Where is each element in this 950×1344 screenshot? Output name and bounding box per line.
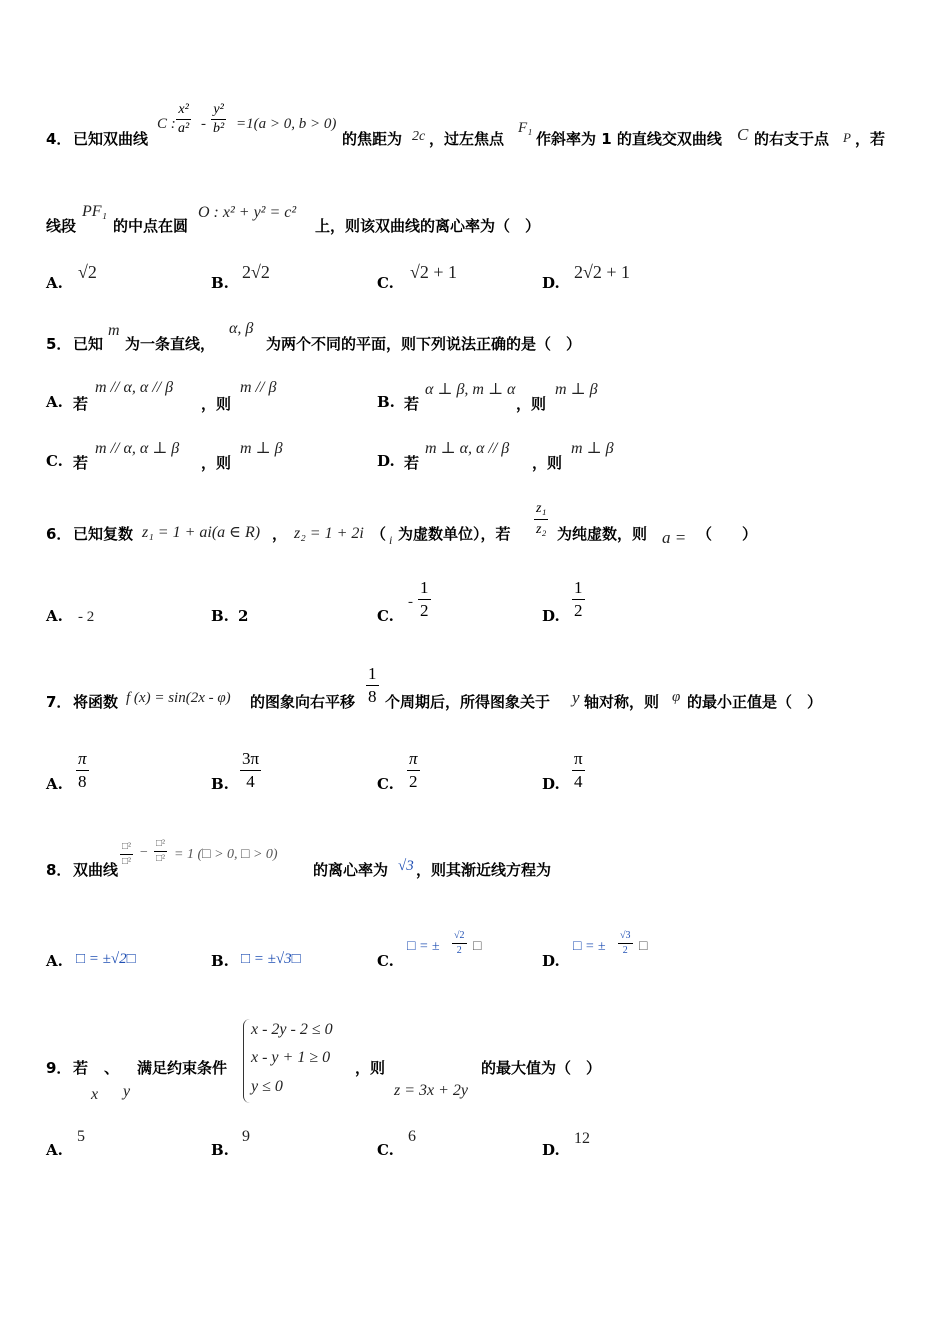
q7-text-mid3: 轴对称，则	[584, 693, 660, 711]
q5-option-b-ruo: 若	[404, 395, 420, 413]
q4-option-c-value: √2 + 1	[410, 262, 458, 282]
q5-option-c-label: C.	[46, 452, 63, 470]
q9-option-d-value: 12	[574, 1130, 590, 1147]
q4-text-2: ，过左焦点	[429, 130, 505, 148]
q8-option-c-frac: √2 2	[454, 930, 465, 956]
q8-option-b-label: B.	[211, 952, 229, 970]
q6-option-c-label: C.	[377, 607, 394, 625]
q5-m-ab: α, β	[229, 320, 254, 337]
q5-option-a-ze: ，则	[201, 395, 232, 413]
q7-text-mid1: 的图象向右平移	[250, 693, 356, 711]
q9-m-x: x	[91, 1086, 99, 1103]
q6-m-i: i	[389, 533, 393, 547]
q7-option-b-frac: 3π 4	[242, 749, 260, 791]
q4-eq-c: C :	[157, 116, 176, 132]
q8-text-mid: 的离心率为	[313, 861, 389, 879]
q6-option-c-frac: 1 2	[420, 578, 429, 620]
q4-minus: -	[201, 116, 206, 132]
q8-option-d-frac: √3 2	[620, 930, 631, 956]
q5-option-d-ze: ，则	[532, 454, 563, 472]
q7-option-c-label: C.	[377, 775, 394, 793]
q4-option-d-value: 2√2 + 1	[574, 262, 631, 282]
q9-number: 9．	[46, 1059, 72, 1077]
q5-number: 5．	[46, 335, 72, 353]
q5-option-d-ruo: 若	[404, 454, 420, 472]
q8-text-pre: 双曲线	[73, 861, 119, 879]
q8-option-d-tail: □	[639, 939, 648, 954]
q9-option-c-label: C.	[377, 1141, 394, 1159]
q7-option-d-frac: π 4	[574, 749, 583, 791]
q7-m-y: y	[572, 688, 580, 707]
q5-option-c-res: m ⊥ β	[240, 440, 283, 457]
q6-comma: ，	[272, 525, 288, 543]
q7-m-phi: φ	[672, 689, 681, 705]
q9-ze: ，则	[355, 1059, 386, 1077]
q7-option-a-label: A.	[46, 775, 63, 793]
q4-text-3: 作斜率为 1 的直线交双曲线	[536, 130, 722, 148]
q7-m-f: f (x) = sin(2x - φ)	[126, 690, 231, 706]
q8-option-a-value: □ = ±√2□	[76, 951, 136, 967]
q8-minus: −	[139, 845, 149, 860]
q6-option-d-label: D.	[542, 607, 560, 625]
q9-option-b-value: 9	[242, 1128, 250, 1145]
q7-number: 7．	[46, 693, 72, 711]
q5-option-a-label: A.	[46, 393, 63, 411]
q6-option-b-label: B.	[211, 607, 229, 625]
q5-option-b-ze: ，则	[516, 395, 547, 413]
q6-text-pre: 已知复数	[73, 525, 134, 543]
q7-text-end: 的最小正值是（ ）	[687, 693, 823, 711]
q6-text-mid: 为虚数单位），若	[398, 525, 511, 543]
q5-text-mid: 为一条直线，	[125, 335, 216, 353]
q5-m-m: m	[108, 322, 120, 339]
q6-paren: （	[371, 525, 387, 543]
q8-option-b-value: □ = ±√3□	[241, 951, 301, 967]
q4-line2-mid: 的中点在圆	[113, 217, 189, 235]
q8-option-d-value: □ = ±	[573, 939, 606, 954]
q8-option-d-label: D.	[542, 952, 560, 970]
q4-text-4: 的右支于点	[754, 130, 830, 148]
q9-dun: 、	[104, 1059, 120, 1077]
q4-m-PF1: PF₁	[82, 203, 108, 220]
q8-option-a-label: A.	[46, 952, 63, 970]
q6-frac-z1-z2: z₁ z₂	[536, 501, 547, 537]
q7-option-d-label: D.	[542, 775, 560, 793]
q5-option-b-label: B.	[377, 393, 395, 411]
q6-option-b-value: 2	[238, 607, 249, 625]
q4-m-C: C	[737, 125, 749, 144]
q8-option-c-tail: □	[473, 939, 482, 954]
q9-ruo: 若	[73, 1059, 89, 1077]
q6-option-c-sign: -	[408, 594, 413, 610]
q7-option-c-frac: π 2	[409, 749, 418, 791]
q4-option-d-label: D.	[542, 274, 560, 292]
q6-blank: （ ）	[697, 525, 758, 543]
q9-brace	[243, 1019, 250, 1103]
q4-m-2c: 2c	[412, 129, 426, 144]
q5-option-a-cond: m // α, α // β	[95, 379, 174, 396]
q5-option-b-cond: α ⊥ β, m ⊥ α	[425, 381, 516, 398]
q6-number: 6．	[46, 525, 72, 543]
q4-option-a-label: A.	[46, 274, 63, 292]
q9-option-b-label: B.	[211, 1141, 229, 1159]
q9-m-z: z = 3x + 2y	[394, 1082, 469, 1099]
q8-sqrt3: √3	[398, 858, 414, 874]
q5-option-d-res: m ⊥ β	[571, 440, 614, 457]
q9-option-a-value: 5	[77, 1128, 85, 1145]
q8-eq: = 1 (□ > 0, □ > 0)	[174, 847, 278, 862]
q6-m-a: a =	[662, 528, 687, 547]
q4-number: 4．	[46, 130, 72, 148]
q4-frac-x: x² a²	[178, 102, 190, 136]
q4-text-5: ，若	[855, 130, 886, 148]
q9-sys-1: x - 2y - 2 ≤ 0	[251, 1021, 333, 1038]
q5-option-d-label: D.	[377, 452, 395, 470]
q9-sys-2: x - y + 1 ≥ 0	[251, 1049, 331, 1066]
q7-option-a-frac: π 8	[78, 749, 87, 791]
q9-text-end: 的最大值为（ ）	[481, 1059, 602, 1077]
q7-option-b-label: B.	[211, 775, 229, 793]
q9-option-d-label: D.	[542, 1141, 560, 1159]
q6-m-z1: z₁ = 1 + ai(a ∈ R)	[142, 524, 261, 541]
q4-frac-y: y² b²	[213, 102, 225, 136]
q6-option-d-frac: 1 2	[574, 578, 583, 620]
q8-option-c-label: C.	[377, 952, 394, 970]
q8-option-c-value: □ = ±	[407, 939, 440, 954]
q7-frac-1-8: 1 8	[368, 664, 377, 706]
q9-cond-text: 满足约束条件	[137, 1059, 228, 1077]
q4-text-pre: 已知双曲线	[73, 130, 149, 148]
q4-option-b-value: 2√2	[242, 262, 270, 282]
q8-number: 8．	[46, 861, 72, 879]
q5-option-a-res: m // β	[240, 379, 277, 396]
q5-text-pre: 已知	[73, 335, 104, 353]
q4-eq-rest: =1(a > 0, b > 0)	[236, 116, 337, 132]
q6-m-z2: z₂ = 1 + 2i	[294, 525, 364, 542]
q4-m-circle: O : x² + y² = c²	[198, 204, 297, 221]
q7-text-pre: 将函数	[73, 693, 119, 711]
q6-option-a-label: A.	[46, 607, 63, 625]
q8-frac-2: □² □²	[156, 838, 166, 864]
q8-text-end: ，则其渐近线方程为	[416, 861, 552, 879]
q9-m-y: y	[123, 1083, 131, 1100]
q7-text-mid2: 个周期后，所得图象关于	[385, 693, 551, 711]
q4-text-1: 的焦距为	[342, 130, 403, 148]
q5-option-c-ruo: 若	[73, 454, 89, 472]
q5-text-end: 为两个不同的平面，则下列说法正确的是（ ）	[266, 335, 582, 353]
q6-option-a-value: - 2	[78, 609, 95, 625]
q4-m-P: P	[843, 130, 851, 145]
q5-option-c-ze: ，则	[201, 454, 232, 472]
q8-frac-1: □² □²	[122, 841, 132, 867]
q9-sys-3: y ≤ 0	[251, 1078, 283, 1095]
q4-line2-pre: 线段	[46, 217, 77, 235]
q4-option-c-label: C.	[377, 274, 394, 292]
q5-option-d-cond: m ⊥ α, α // β	[425, 440, 510, 457]
q5-option-c-cond: m // α, α ⊥ β	[95, 440, 180, 457]
q6-text-end: 为纯虚数，则	[557, 525, 648, 543]
q4-m-F1: F₁	[518, 120, 533, 136]
q4-option-a-value: √2	[78, 262, 97, 282]
q4-line2-end: 上，则该双曲线的离心率为（ ）	[315, 217, 541, 235]
q9-option-a-label: A.	[46, 1141, 63, 1159]
q4-option-b-label: B.	[211, 274, 229, 292]
q9-option-c-value: 6	[408, 1128, 416, 1145]
q5-option-b-res: m ⊥ β	[555, 381, 598, 398]
q5-option-a-ruo: 若	[73, 395, 89, 413]
